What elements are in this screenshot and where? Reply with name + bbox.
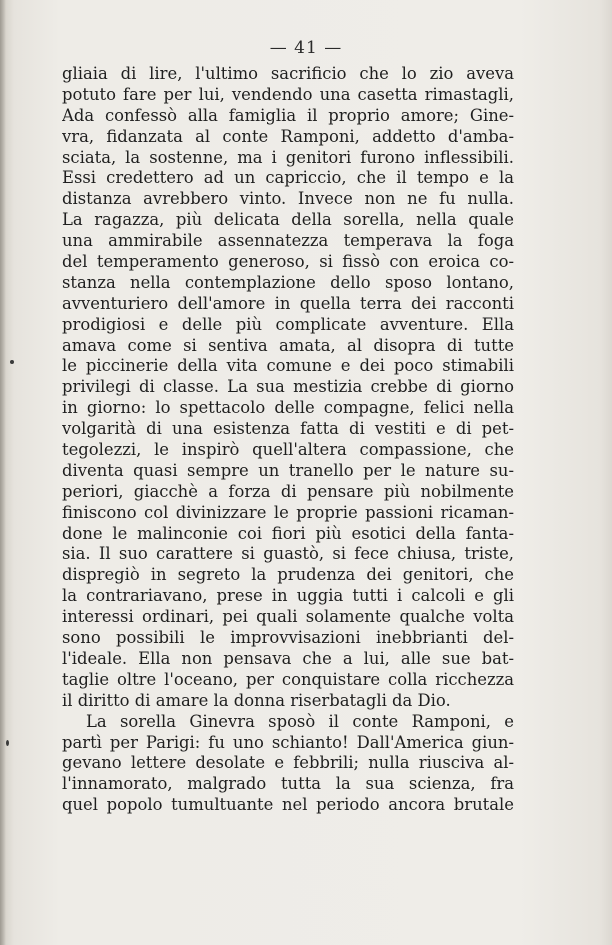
paper-speck — [6, 740, 9, 746]
text-line: finiscono col divinizzare le proprie passioni ricaman- — [62, 502, 514, 522]
text-line: in giorno: lo spettacolo delle compagne, felici nella — [62, 398, 514, 418]
text-line: le piccinerie della vita comune e dei poco stimabili — [62, 356, 514, 376]
text-line: sciata, la sostenne, ma i genitori furono inflessibili. — [62, 147, 514, 167]
text-line: Ada confessò alla famiglia il proprio amore; Gine- — [62, 105, 514, 125]
text-line: amava come si sentiva amata, al disopra di tutte — [62, 335, 514, 355]
paper-speck — [10, 360, 14, 364]
text-line: Essi credettero ad un capriccio, che il tempo e la — [62, 168, 514, 188]
text-line: l'innamorato, malgrado tutta la sua scienza, fra — [62, 774, 514, 794]
text-line: prodigiosi e delle più complicate avventure. Ella — [62, 314, 514, 334]
text-line: La sorella Ginevra sposò il conte Ramponi, e — [86, 711, 514, 731]
text-line: tegolezzi, le inspirò quell'altera compassione, che — [62, 440, 514, 460]
text-line: done le malinconie coi fiori più esotici della fanta- — [62, 523, 514, 543]
text-line: dispregiò in segreto la prudenza dei genitori, che — [62, 565, 514, 585]
text-line: stanza nella contemplazione dello sposo lontano, — [62, 272, 514, 292]
text-line: potuto fare per lui, vendendo una casetta rimastagli, — [62, 84, 514, 104]
text-line: del temperamento generoso, si fissò con eroica co- — [62, 252, 514, 272]
text-line: partì per Parigi: fu uno schianto! Dall'America giun- — [62, 732, 514, 752]
text-line: privilegi di classe. La sua mestizia crebbe di giorno — [62, 377, 514, 397]
text-line: La ragazza, più delicata della sorella, nella quale — [62, 210, 514, 230]
text-line: l'ideale. Ella non pensava che a lui, alle sue bat- — [62, 648, 514, 668]
page-number: — 41 — — [269, 38, 343, 58]
text-line: vra, fidanzata al conte Ramponi, addetto d'amba- — [62, 126, 514, 146]
text-line: gevano lettere desolate e febbrili; nulla riusciva al- — [62, 753, 514, 773]
text-line: periori, giacchè a forza di pensare più nobilmente — [62, 481, 514, 501]
text-line: la contrariavano, prese in uggia tutti i calcoli e gli — [62, 586, 514, 606]
text-line: il diritto di amare la donna riserbatagli da Dio. — [62, 690, 451, 710]
text-line: distanza avrebbero vinto. Invece non ne fu nulla. — [62, 189, 514, 209]
binding-shadow — [0, 0, 6, 945]
text-line: quel popolo tumultuante nel periodo ancora brutale — [62, 795, 514, 815]
text-line: avventuriero dell'amore in quella terra dei racconti — [62, 293, 514, 313]
text-line: gliaia di lire, l'ultimo sacrificio che lo zio aveva — [62, 64, 514, 83]
text-line: taglie oltre l'oceano, per conquistare colla ricchezza — [62, 669, 514, 689]
text-line: diventa quasi sempre un tranello per le nature su- — [62, 460, 514, 480]
text-line: interessi ordinari, pei quali solamente qualche volta — [62, 607, 514, 627]
text-line: volgarità di una esistenza fatta di vestiti e di pet- — [62, 419, 514, 439]
text-line: sia. Il suo carattere si guastò, si fece chiusa, triste, — [62, 544, 514, 564]
text-line: sono possibili le improvvisazioni inebbrianti del- — [62, 628, 514, 648]
body-text — [62, 64, 514, 816]
text-line: una ammirabile assennatezza temperava la foga — [62, 231, 514, 251]
